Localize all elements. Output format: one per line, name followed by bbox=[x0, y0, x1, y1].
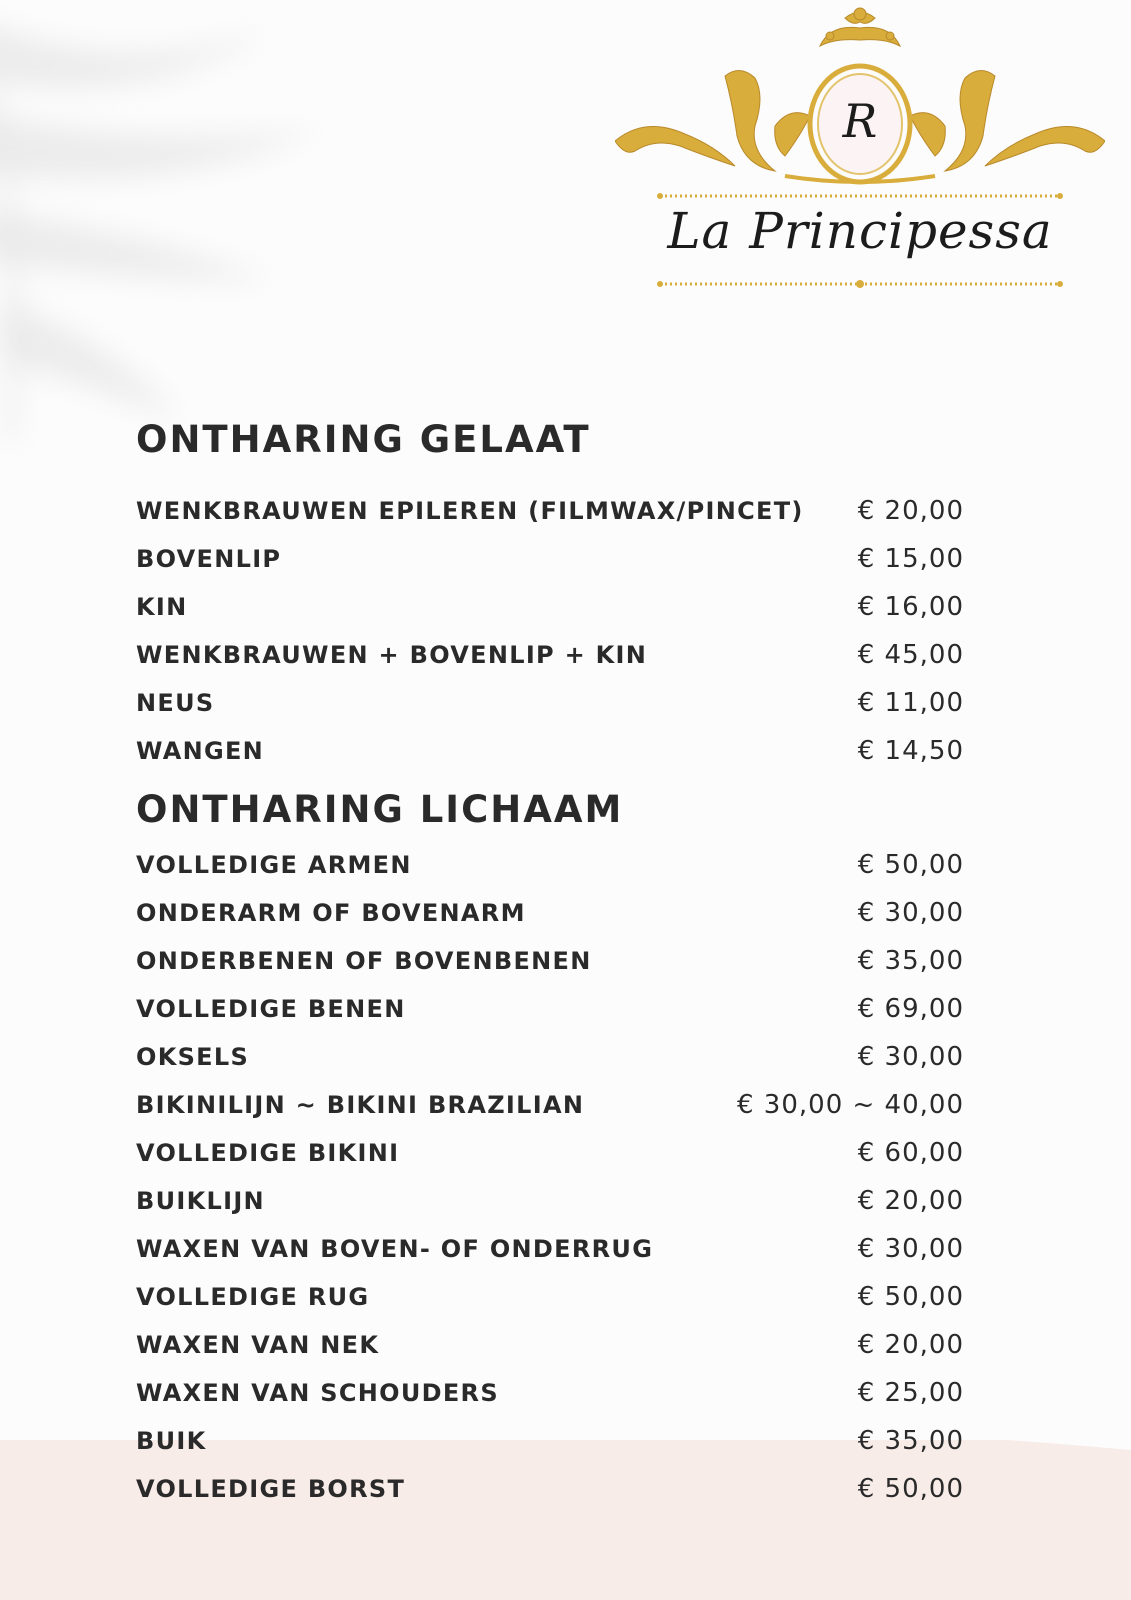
service-price: € 30,00 ~ 40,00 bbox=[737, 1090, 964, 1120]
service-price: € 50,00 bbox=[857, 1474, 964, 1504]
price-row bbox=[136, 848, 964, 882]
service-price: € 35,00 bbox=[857, 1426, 964, 1456]
service-name: WENKBRAUWEN + BOVENLIP + KIN bbox=[136, 641, 648, 669]
brand-logo bbox=[615, 6, 1105, 296]
brand-name: La Principessa bbox=[667, 202, 1053, 260]
service-price: € 60,00 bbox=[857, 1138, 964, 1168]
service-name: NEUS bbox=[136, 689, 215, 717]
price-row bbox=[136, 1088, 964, 1122]
service-price: € 50,00 bbox=[857, 1282, 964, 1312]
service-price: € 69,00 bbox=[857, 994, 964, 1024]
service-price: € 35,00 bbox=[857, 946, 964, 976]
price-row bbox=[136, 1376, 964, 1410]
price-row bbox=[136, 1280, 964, 1314]
service-price: € 30,00 bbox=[857, 898, 964, 928]
price-row bbox=[136, 896, 964, 930]
price-row bbox=[136, 1184, 964, 1218]
price-row bbox=[136, 1328, 964, 1362]
service-name: BUIK bbox=[136, 1427, 207, 1455]
logo-monogram: R bbox=[842, 94, 878, 148]
service-name: BUIKLIJN bbox=[136, 1187, 265, 1215]
service-name: VOLLEDIGE BENEN bbox=[136, 995, 406, 1023]
service-name: VOLLEDIGE RUG bbox=[136, 1283, 370, 1311]
service-price: € 50,00 bbox=[857, 850, 964, 880]
service-name: WAXEN VAN SCHOUDERS bbox=[136, 1379, 499, 1407]
palm-leaf-shadow bbox=[0, 0, 400, 480]
service-name: WAXEN VAN NEK bbox=[136, 1331, 380, 1359]
price-row bbox=[136, 1040, 964, 1074]
service-name: KIN bbox=[136, 593, 188, 621]
service-price: € 30,00 bbox=[857, 1234, 964, 1264]
service-price: € 14,50 bbox=[857, 736, 964, 766]
price-row bbox=[136, 1424, 964, 1458]
price-row bbox=[136, 590, 964, 624]
service-price: € 45,00 bbox=[857, 640, 964, 670]
service-price: € 15,00 bbox=[857, 544, 964, 574]
service-price: € 20,00 bbox=[857, 496, 964, 526]
price-row bbox=[136, 638, 964, 672]
service-name: VOLLEDIGE ARMEN bbox=[136, 851, 412, 879]
section-title-gelaat: ONTHARING GELAAT bbox=[136, 418, 591, 461]
price-row bbox=[136, 944, 964, 978]
service-name: BOVENLIP bbox=[136, 545, 282, 573]
service-name: BIKINILIJN ~ BIKINI BRAZILIAN bbox=[136, 1091, 585, 1119]
bottom-blush-band bbox=[0, 1440, 1131, 1600]
price-row bbox=[136, 494, 964, 528]
bottom-rule-ornament bbox=[615, 278, 1105, 290]
price-row bbox=[136, 734, 964, 768]
price-row bbox=[136, 542, 964, 576]
service-price: € 11,00 bbox=[857, 688, 964, 718]
price-row bbox=[136, 686, 964, 720]
service-name: WAXEN VAN BOVEN- OF ONDERRUG bbox=[136, 1235, 654, 1263]
service-price: € 30,00 bbox=[857, 1042, 964, 1072]
service-name: VOLLEDIGE BORST bbox=[136, 1475, 406, 1503]
service-name: OKSELS bbox=[136, 1043, 250, 1071]
service-name: WANGEN bbox=[136, 737, 265, 765]
service-name: VOLLEDIGE BIKINI bbox=[136, 1139, 400, 1167]
price-row bbox=[136, 1136, 964, 1170]
price-row bbox=[136, 1472, 964, 1506]
price-row bbox=[136, 992, 964, 1026]
service-name: ONDERBENEN OF BOVENBENEN bbox=[136, 947, 592, 975]
section-title-lichaam: ONTHARING LICHAAM bbox=[136, 788, 624, 831]
service-name: WENKBRAUWEN EPILEREN (FILMWAX/PINCET) bbox=[136, 497, 804, 525]
service-name: ONDERARM OF BOVENARM bbox=[136, 899, 526, 927]
service-price: € 25,00 bbox=[857, 1378, 964, 1408]
service-price: € 20,00 bbox=[857, 1186, 964, 1216]
service-price: € 16,00 bbox=[857, 592, 964, 622]
service-price: € 20,00 bbox=[857, 1330, 964, 1360]
price-row bbox=[136, 1232, 964, 1266]
